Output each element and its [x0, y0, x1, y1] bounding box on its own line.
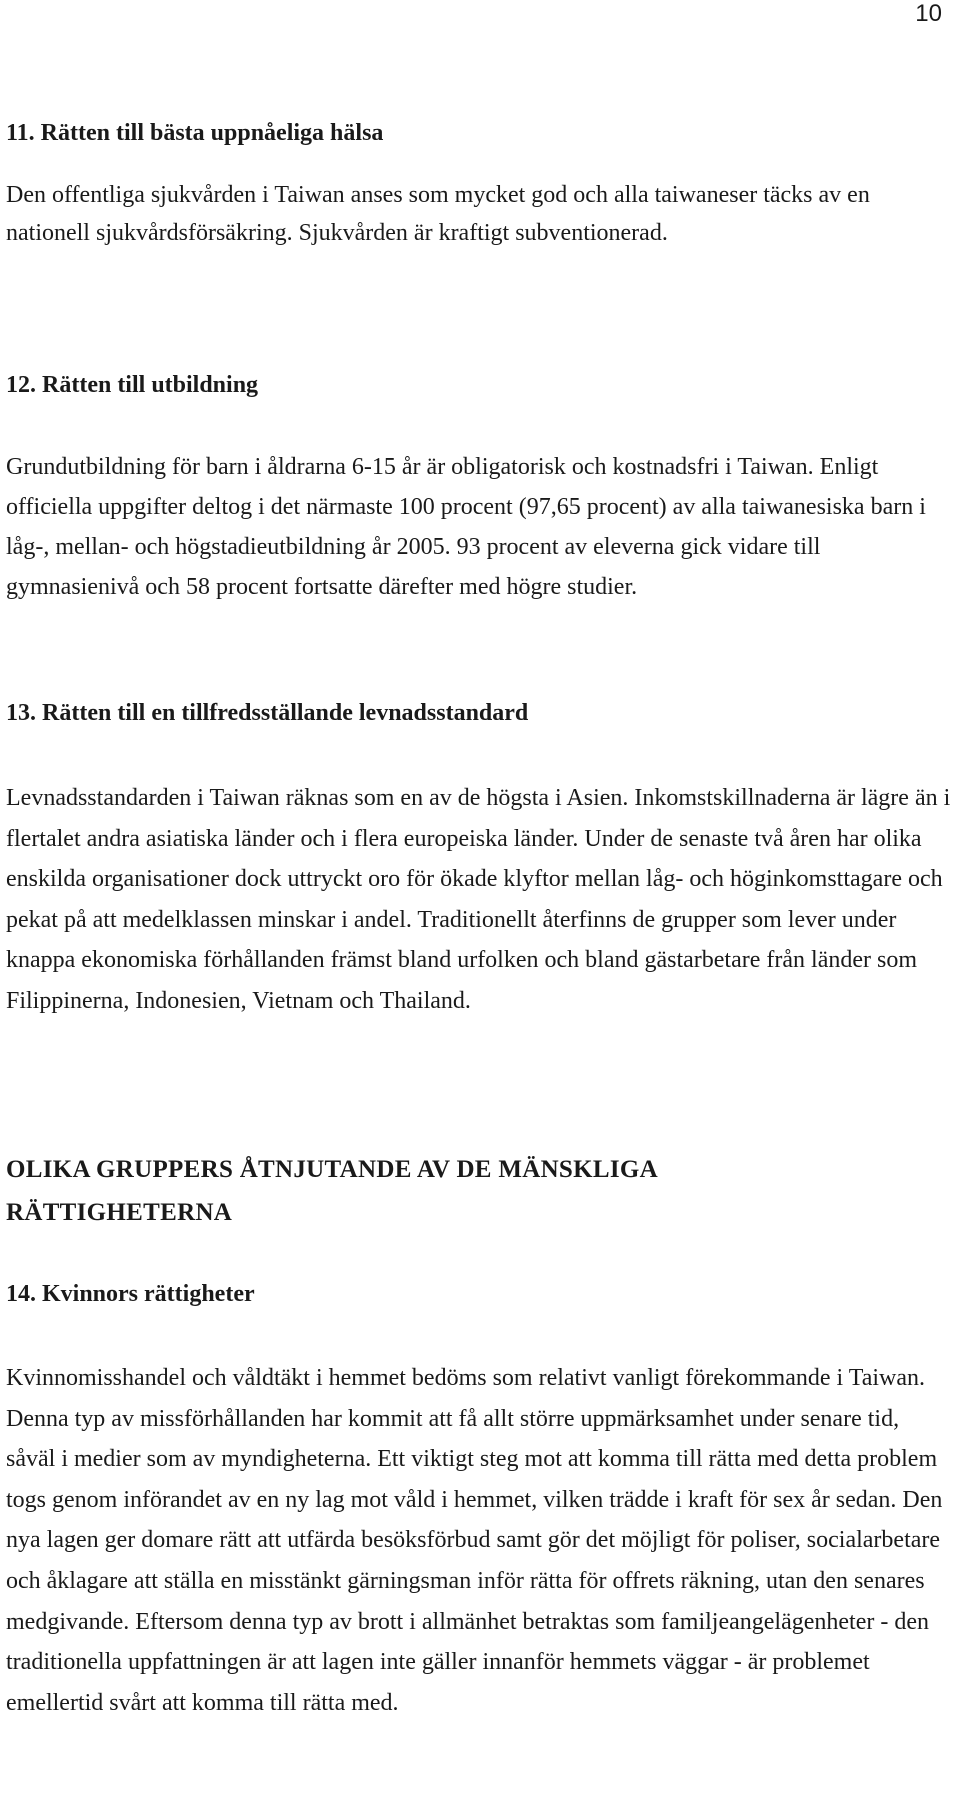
page-number: 10	[915, 0, 942, 27]
major-heading: OLIKA GRUPPERS ÅTNJUTANDE AV DE MÄNSKLIGA RÄTTIGHETERNA	[6, 1156, 657, 1226]
section-11-heading: 11. Rätten till bästa uppnåeliga hälsa	[6, 120, 384, 146]
section-13-heading: 13. Rätten till en tillfredsställande levnadsstandard	[6, 700, 529, 726]
section-13-body: Levnadsstandarden i Taiwan räknas som en av de högsta i Asien. Inkomstskillnaderna är lägre än i flertalet andra asiatiska länder och i flera europeiska länder. Under de senaste två åren har olika enskilda organisationer dock uttryckt oro för ökade klyftor mellan låg- och höginkomsttagare och pekat på att medelklassen minskar i andel. Traditionellt återfinns de grupper som lever under knappa ekonomiska förhållanden främst bland urfolken och bland gästarbetare från länder som Filippinerna, Indonesien, Vietnam och Thailand.	[6, 785, 951, 1014]
section-12-body: Grundutbildning för barn i åldrarna 6-15 år är obligatorisk och kostnadsfri i Taiwan. Enligt officiella uppgifter deltog i det närmaste 100 procent (97,65 procent) av alla taiwanesiska barn i låg-, mellan- och högstadieutbildning år 2005. 93 procent av eleverna gick vidare till gymnasienivå och 58 procent fortsatte därefter med högre studier.	[6, 454, 926, 600]
section-12-heading: 12. Rätten till utbildning	[6, 372, 259, 398]
section-14-body: Kvinnomisshandel och våldtäkt i hemmet bedöms som relativt vanligt förekommande i Taiwan. Denna typ av missförhållanden har kommit att få allt större uppmärksamhet under senare tid, såväl i medier som av myndigheterna. Ett viktigt steg mot att komma till rätta med detta problem togs genom införandet av en ny lag mot våld i hemmet, vilken trädde i kraft för sex år sedan. Den nya lagen ger domare rätt att utfärda besöksförbud samt gör det möjligt för poliser, socialarbetare och åklagare att ställa en misstänkt gärningsman inför rätta för offrets räkning, utan den senares medgivande. Eftersom denna typ av brott i allmänhet betraktas som familjeangelägenheter - den traditionella uppfattningen är att lagen inte gäller innanför hemmets väggar - är problemet emellertid svårt att komma till rätta med.	[6, 1365, 943, 1716]
section-11-body: Den offentliga sjukvården i Taiwan anses som mycket god och alla taiwaneser täcks av en nationell sjukvårdsförsäkring. Sjukvården är kraftigt subventionerad.	[6, 182, 870, 246]
section-14-heading: 14. Kvinnors rättigheter	[6, 1281, 255, 1307]
